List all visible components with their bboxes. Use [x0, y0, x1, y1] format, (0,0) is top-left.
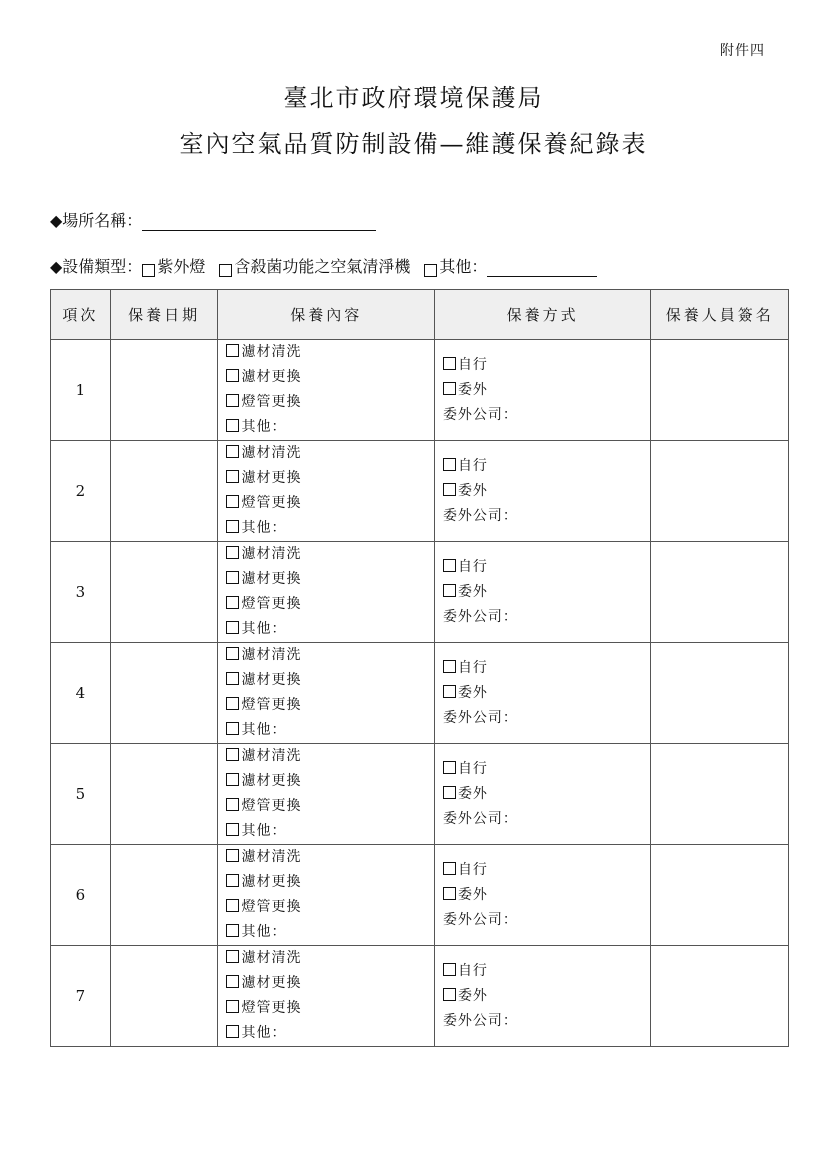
content-option-checkbox[interactable]	[226, 748, 239, 761]
method-option-checkbox[interactable]	[443, 357, 456, 370]
content-option	[226, 567, 433, 592]
content-option-checkbox[interactable]	[226, 722, 239, 735]
maintenance-method-cell	[434, 340, 650, 441]
content-option	[226, 516, 433, 541]
item-number: 5	[51, 744, 111, 845]
method-option-checkbox[interactable]	[443, 862, 456, 875]
maintenance-date-cell[interactable]	[110, 946, 218, 1047]
outsource-company: 委外公司：	[442, 507, 518, 524]
header-staff-signature: 保養人員簽名	[651, 290, 789, 340]
content-option	[226, 1021, 433, 1046]
method-option-checkbox[interactable]	[443, 660, 456, 673]
content-option-label: 濾材清洗	[241, 950, 302, 966]
content-option-label: 燈管更換	[241, 394, 302, 410]
equipment-type-row	[50, 254, 597, 277]
content-option	[226, 542, 433, 567]
uv-lamp-checkbox[interactable]	[142, 264, 155, 277]
content-option	[226, 769, 433, 794]
content-option	[226, 491, 433, 516]
signature-cell[interactable]	[651, 946, 789, 1047]
content-option-checkbox[interactable]	[226, 697, 239, 710]
content-option-label: 其他：	[241, 419, 287, 435]
method-option-checkbox[interactable]	[443, 761, 456, 774]
maintenance-date-cell[interactable]	[110, 441, 218, 542]
maintenance-content-cell	[218, 845, 434, 946]
content-option-checkbox[interactable]	[226, 899, 239, 912]
content-option-label: 燈管更換	[241, 798, 302, 814]
content-option-label: 濾材清洗	[241, 445, 302, 461]
table-row	[51, 340, 789, 441]
outsource-company: 委外公司：	[442, 1012, 518, 1029]
equipment-type-label: ◆設備類型：	[50, 257, 143, 276]
content-option	[226, 744, 433, 769]
content-option	[226, 819, 433, 844]
content-option-checkbox[interactable]	[226, 773, 239, 786]
header-maintenance-content: 保養內容	[218, 290, 434, 340]
content-option-label: 其他：	[241, 520, 287, 536]
content-option-label: 濾材清洗	[241, 344, 302, 360]
content-option-checkbox[interactable]	[226, 546, 239, 559]
content-option-label: 濾材清洗	[241, 647, 302, 663]
content-option	[226, 845, 433, 870]
maintenance-method-cell	[434, 946, 650, 1047]
content-option-checkbox[interactable]	[226, 647, 239, 660]
content-option	[226, 971, 433, 996]
signature-cell[interactable]	[651, 542, 789, 643]
header-item-no: 項次	[51, 290, 111, 340]
item-number: 3	[51, 542, 111, 643]
method-option	[443, 959, 650, 984]
content-option-label: 其他：	[241, 1025, 287, 1041]
content-option-checkbox[interactable]	[226, 495, 239, 508]
content-option-checkbox[interactable]	[226, 1000, 239, 1013]
annex-label: 附件四	[720, 43, 765, 59]
maintenance-method-cell	[434, 441, 650, 542]
content-option-checkbox[interactable]	[226, 520, 239, 533]
method-option	[443, 984, 650, 1009]
air-purifier-label: 含殺菌功能之空氣清淨機	[234, 257, 411, 276]
method-option-label: 委外	[457, 684, 488, 701]
content-option-checkbox[interactable]	[226, 369, 239, 382]
method-option-label: 自行	[457, 659, 488, 676]
maintenance-content-cell	[218, 643, 434, 744]
method-option	[443, 580, 650, 605]
method-option-checkbox[interactable]	[443, 685, 456, 698]
content-option	[226, 365, 433, 390]
page-subtitle: 室內空氣品質防制設備—維護保養紀錄表	[179, 130, 648, 158]
content-option-label: 濾材更換	[241, 975, 302, 991]
content-option	[226, 390, 433, 415]
method-option-checkbox[interactable]	[443, 963, 456, 976]
signature-cell[interactable]	[651, 340, 789, 441]
content-option	[226, 996, 433, 1021]
method-option-label: 委外	[457, 987, 488, 1004]
content-option-checkbox[interactable]	[226, 621, 239, 634]
maintenance-content-cell	[218, 744, 434, 845]
content-option-checkbox[interactable]	[226, 445, 239, 458]
content-option-checkbox[interactable]	[226, 672, 239, 685]
content-option-label: 其他：	[241, 924, 287, 940]
content-option-checkbox[interactable]	[226, 950, 239, 963]
method-option	[443, 479, 650, 504]
content-option	[226, 794, 433, 819]
content-option-label: 燈管更換	[241, 1000, 302, 1016]
method-option-checkbox[interactable]	[443, 584, 456, 597]
other-equipment-checkbox[interactable]	[424, 264, 437, 277]
content-option	[226, 643, 433, 668]
content-option	[226, 340, 433, 365]
content-option-checkbox[interactable]	[226, 849, 239, 862]
content-option	[226, 592, 433, 617]
maintenance-content-cell	[218, 946, 434, 1047]
method-option-label: 自行	[457, 457, 488, 474]
item-number: 6	[51, 845, 111, 946]
maintenance-date-cell[interactable]	[110, 542, 218, 643]
content-option	[226, 718, 433, 743]
content-option-label: 其他：	[241, 621, 287, 637]
method-option-label: 自行	[457, 962, 488, 979]
item-number: 7	[51, 946, 111, 1047]
table-header-row	[51, 290, 789, 340]
maintenance-date-cell[interactable]	[110, 744, 218, 845]
outsource-company: 委外公司：	[442, 406, 518, 423]
outsource-company: 委外公司：	[442, 608, 518, 625]
content-option-checkbox[interactable]	[226, 924, 239, 937]
content-option	[226, 441, 433, 466]
content-option	[226, 920, 433, 945]
content-option-checkbox[interactable]	[226, 874, 239, 887]
method-option-label: 自行	[457, 861, 488, 878]
content-option-label: 燈管更換	[241, 596, 302, 612]
method-option-checkbox[interactable]	[443, 458, 456, 471]
content-option-checkbox[interactable]	[226, 470, 239, 483]
method-option-checkbox[interactable]	[443, 988, 456, 1001]
content-option-checkbox[interactable]	[226, 419, 239, 432]
table-row	[51, 744, 789, 845]
method-option	[443, 555, 650, 580]
maintenance-date-cell[interactable]	[110, 845, 218, 946]
content-option-label: 濾材清洗	[241, 546, 302, 562]
content-option-label: 濾材更換	[241, 571, 302, 587]
site-name-label: ◆場所名稱：	[50, 211, 143, 230]
signature-cell[interactable]	[651, 744, 789, 845]
content-option-checkbox[interactable]	[226, 823, 239, 836]
content-option	[226, 617, 433, 642]
content-option-label: 燈管更換	[241, 495, 302, 511]
method-option	[443, 378, 650, 403]
method-option	[443, 681, 650, 706]
method-option-label: 委外	[457, 886, 488, 903]
content-option	[226, 870, 433, 895]
content-option-checkbox[interactable]	[226, 1025, 239, 1038]
content-option-label: 濾材更換	[241, 773, 302, 789]
content-option-label: 濾材更換	[241, 369, 302, 385]
method-option-label: 委外	[457, 583, 488, 600]
content-option	[226, 693, 433, 718]
other-equipment-field[interactable]	[487, 258, 597, 277]
method-option	[443, 858, 650, 883]
content-option	[226, 415, 433, 440]
content-option	[226, 895, 433, 920]
maintenance-content-cell	[218, 340, 434, 441]
content-option-label: 濾材更換	[241, 672, 302, 688]
signature-cell[interactable]	[651, 441, 789, 542]
outsource-company: 委外公司：	[442, 709, 518, 726]
method-option-label: 自行	[457, 558, 488, 575]
method-option	[443, 454, 650, 479]
outsource-company: 委外公司：	[442, 911, 518, 928]
method-option-label: 委外	[457, 482, 488, 499]
content-option-label: 燈管更換	[241, 697, 302, 713]
content-option	[226, 668, 433, 693]
content-option-label: 其他：	[241, 722, 287, 738]
method-option	[443, 656, 650, 681]
maintenance-content-cell	[218, 441, 434, 542]
method-option-label: 自行	[457, 760, 488, 777]
signature-cell[interactable]	[651, 643, 789, 744]
other-equipment-label: 其他：	[439, 257, 488, 276]
content-option-label: 燈管更換	[241, 899, 302, 915]
method-option-label: 自行	[457, 356, 488, 373]
content-option-checkbox[interactable]	[226, 975, 239, 988]
item-number: 2	[51, 441, 111, 542]
method-option-checkbox[interactable]	[443, 887, 456, 900]
item-number: 1	[51, 340, 111, 441]
method-option-label: 委外	[457, 785, 488, 802]
method-option	[443, 757, 650, 782]
method-option-checkbox[interactable]	[443, 559, 456, 572]
outsource-company: 委外公司：	[442, 810, 518, 827]
header-maintenance-date: 保養日期	[110, 290, 218, 340]
maintenance-method-cell	[434, 542, 650, 643]
site-name-field[interactable]	[142, 212, 376, 231]
table-row	[51, 845, 789, 946]
air-purifier-checkbox[interactable]	[219, 264, 232, 277]
content-option-checkbox[interactable]	[226, 798, 239, 811]
maintenance-method-cell	[434, 643, 650, 744]
maintenance-content-cell	[218, 542, 434, 643]
content-option-label: 濾材清洗	[241, 849, 302, 865]
content-option-checkbox[interactable]	[226, 394, 239, 407]
method-option-checkbox[interactable]	[443, 483, 456, 496]
maintenance-record-table	[50, 289, 789, 1047]
content-option	[226, 946, 433, 971]
header-maintenance-method: 保養方式	[434, 290, 650, 340]
content-option-checkbox[interactable]	[226, 596, 239, 609]
uv-lamp-label: 紫外燈	[157, 257, 206, 276]
table-row	[51, 643, 789, 744]
method-option	[443, 353, 650, 378]
table-row	[51, 542, 789, 643]
maintenance-date-cell[interactable]	[110, 340, 218, 441]
content-option-label: 其他：	[241, 823, 287, 839]
content-option-label: 濾材更換	[241, 470, 302, 486]
table-row	[51, 441, 789, 542]
content-option	[226, 466, 433, 491]
content-option-checkbox[interactable]	[226, 344, 239, 357]
table-row	[51, 946, 789, 1047]
method-option-checkbox[interactable]	[443, 786, 456, 799]
site-name-row	[50, 208, 376, 231]
method-option-label: 委外	[457, 381, 488, 398]
content-option-checkbox[interactable]	[226, 571, 239, 584]
page-title: 臺北市政府環境保護局	[283, 84, 544, 112]
maintenance-method-cell	[434, 744, 650, 845]
content-option-label: 濾材更換	[241, 874, 302, 890]
maintenance-method-cell	[434, 845, 650, 946]
method-option-checkbox[interactable]	[443, 382, 456, 395]
content-option-label: 濾材清洗	[241, 748, 302, 764]
method-option	[443, 883, 650, 908]
signature-cell[interactable]	[651, 845, 789, 946]
item-number: 4	[51, 643, 111, 744]
method-option	[443, 782, 650, 807]
maintenance-date-cell[interactable]	[110, 643, 218, 744]
